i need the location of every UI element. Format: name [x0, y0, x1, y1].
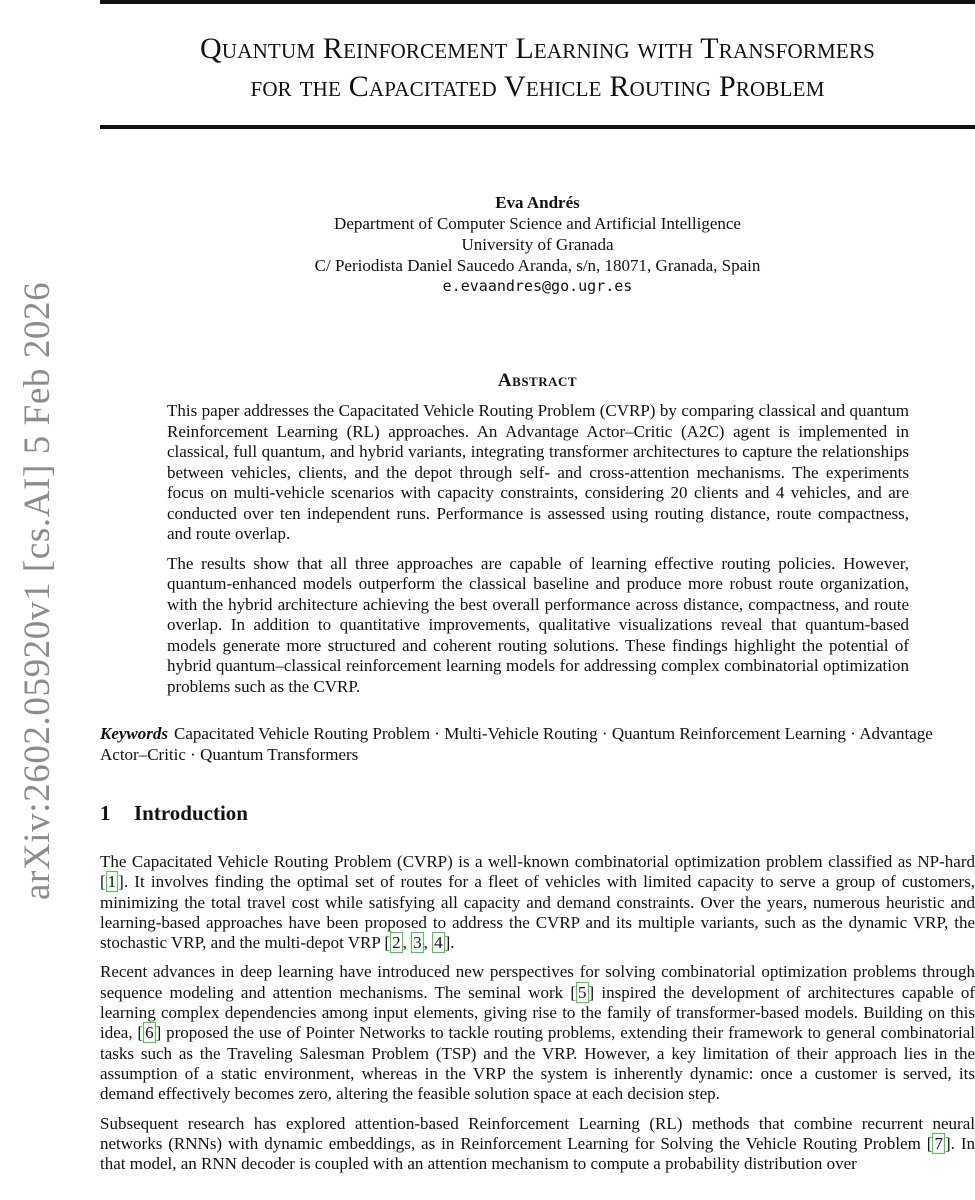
body-paragraph-1: The Capacitated Vehicle Routing Problem (CVRP) is a well-known combinatorial optimization problem classified as NP-hard [ 1 ]. It involves finding the optimal set of routes for a fleet of vehicles with limited capacity to serve a group of customers, minimizing the total travel cost while satisfying all capacity and demand constraints. Over the years, numerous heuristic and learning-based approaches have been proposed to address the CVRP and its multiple variants, such as the dynamic VRP, the stochastic VRP, and the multi-depot VRP [ 2 , 3 , 4 ].	[100, 852, 975, 953]
body-text: ].	[444, 933, 455, 953]
author-email[interactable]: e.evaandres@go.ugr.es	[442, 277, 633, 295]
title-line-1: Quantum Reinforcement Learning with Transformers	[199, 32, 876, 65]
citation-link[interactable]: 5	[578, 982, 587, 1002]
abstract-body	[167, 401, 909, 706]
title-top-rule	[100, 0, 975, 4]
body-text: Recent advances in deep learning have introduced new perspectives for solving combinatorial optimization problems through sequence modeling and attention mechanisms. The seminal work [	[100, 962, 975, 1002]
author-university: University of Granada	[461, 235, 614, 254]
author-department: Department of Computer Science and Artificial Intelligence	[334, 214, 741, 233]
body-text: ] proposed the use of Pointer Networks to tackle routing problems, extending their framework to general combinatorial tasks such as the Traveling Salesman Problem (TSP) and the VRP. However, a key limitation of their approach lies in the assumption of a static environment, whereas in the VRP the system is inherently dynamic: once a customer is served, its demand effectively becomes zero, altering the feasible solution space at each decision step.	[100, 1023, 975, 1104]
paper-title	[100, 30, 975, 106]
title-line-2: for the Capacitated Vehicle Routing Problem	[250, 70, 825, 103]
citation-link[interactable]: 3	[413, 933, 422, 953]
body-text: The Capacitated Vehicle Routing Problem (CVRP) is a well-known combinatorial optimization problem classified as NP-hard [	[100, 852, 975, 892]
body-paragraph-3	[100, 1114, 975, 1175]
keywords	[100, 723, 975, 765]
citation-link[interactable]: 4	[434, 933, 443, 953]
body-text: ]. In that model, an RNN decoder is coupled with an attention mechanism to compute a probability distribution over	[100, 1133, 975, 1174]
citation-link[interactable]: 2	[392, 933, 401, 953]
section-number: 1	[100, 801, 111, 825]
body-paragraph-2	[100, 962, 975, 1104]
section-body	[100, 852, 975, 1183]
arxiv-stamp: arXiv:2602.05920v1 [cs.AI] 5 Feb 2026	[17, 281, 58, 900]
section-title: Introduction	[134, 801, 248, 825]
abstract-paragraph-1: This paper addresses the Capacitated Vehicle Routing Problem (CVRP) by comparing classical and quantum Reinforcement Learning (RL) approaches. An Advantage Actor–Critic (A2C) agent is implemented in classical, full quantum, and hybrid variants, integrating transformer architectures to capture the relationships between vehicles, clients, and the depot through self- and cross-attention mechanisms. The experiments focus on multi-vehicle scenarios with capacity constraints, considering 20 clients and 4 vehicles, and are conducted over ten independent runs. Performance is assessed using routing distance, route compactness, and route overlap.	[167, 401, 909, 543]
keywords-list: Capacitated Vehicle Routing Problem · Multi-Vehicle Routing · Quantum Reinforcement Learning · Advantage Actor–Critic · Quantum Transformers	[100, 724, 933, 764]
author-block	[100, 192, 975, 297]
body-text: ]. It involves finding the optimal set of routes for a fleet of vehicles with limited capacity to serve a group of customers, minimizing the total travel cost while satisfying all capacity and demand constraints. Over the years, numerous heuristic and learning-based approaches have been proposed to address the CVRP and its multiple variants, such as the dynamic VRP, the stochastic VRP, and the multi-depot VRP [	[100, 872, 975, 953]
section-heading	[100, 801, 248, 826]
author-name: Eva Andrés	[495, 193, 580, 212]
body-text: ] inspired the development of architectures capable of learning complex dependencies among input elements, giving rise to the family of transformer-based models. Building on this idea, [	[100, 982, 975, 1043]
author-address: C/ Periodista Daniel Saucedo Aranda, s/n, 18071, Granada, Spain	[314, 256, 761, 275]
abstract-paragraph-2: The results show that all three approaches are capable of learning effective routing policies. However, quantum-enhanced models outperform the classical baseline and produce more robust route organization, with the hybrid architecture achieving the best overall performance across distance, compactness, and route overlap. In addition to quantitative improvements, qualitative visualizations reveal that quantum-based models generate more structured and coherent routing solutions. These findings highlight the potential of hybrid quantum–classical reinforcement learning models for addressing complex combinatorial optimization problems such as the CVRP.	[167, 553, 909, 696]
keywords-label: Keywords	[100, 724, 168, 743]
title-bottom-rule	[100, 125, 975, 129]
citation-link[interactable]: 6	[145, 1023, 154, 1043]
citation-link[interactable]: 7	[934, 1133, 943, 1153]
citation-link[interactable]: 1	[107, 872, 117, 892]
body-text: Subsequent research has explored attention-based Reinforcement Learning (RL) methods that combine recurrent neural networks (RNNs) with dynamic embeddings, as in Reinforcement Learning for Solving the Vehicle Routing Problem [	[100, 1113, 975, 1153]
abstract-heading: Abstract	[497, 370, 578, 391]
